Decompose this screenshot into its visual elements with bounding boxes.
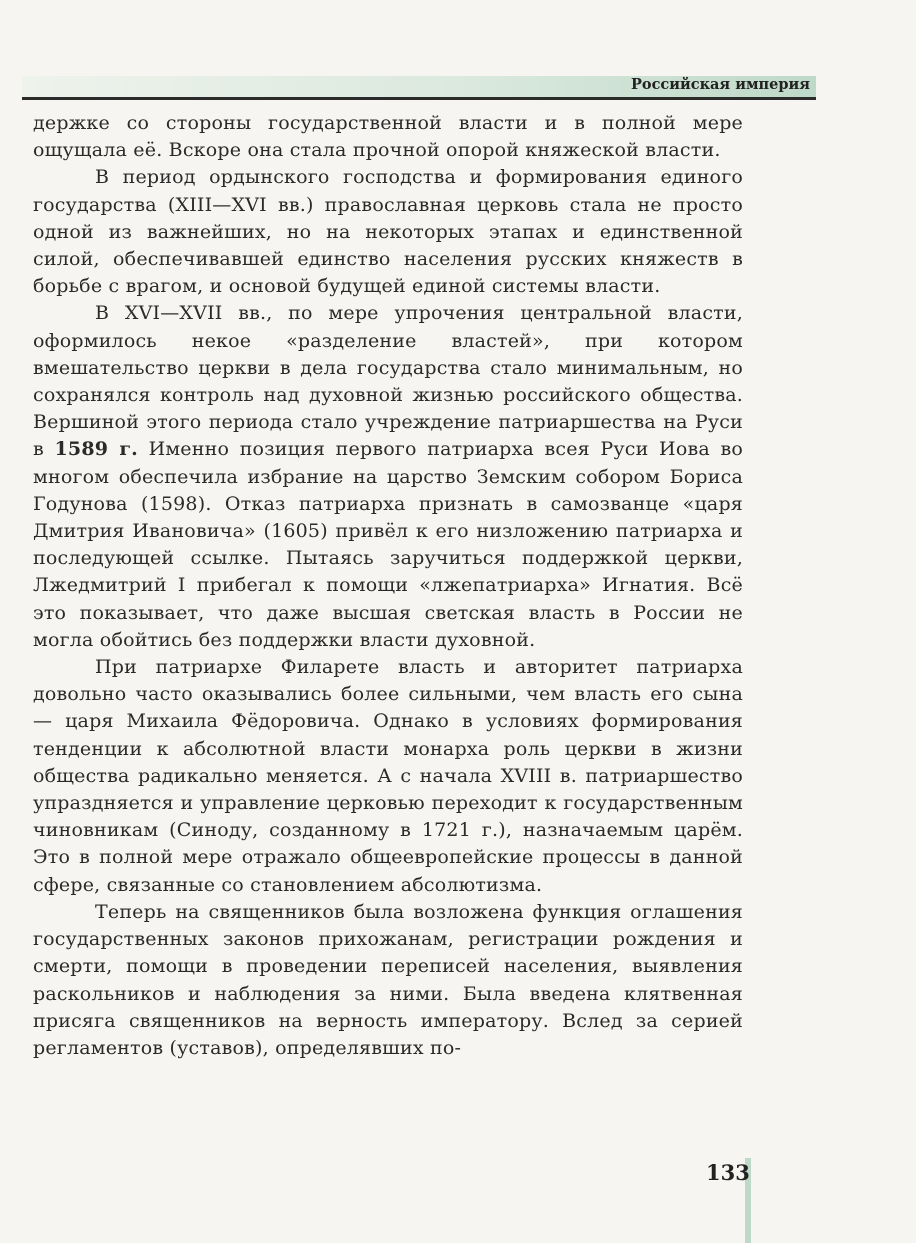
paragraph-3-part-b: Именно позиция первого патриарха всея Руси Иова во многом обеспечила избрание на царство Земским собором Бориса Годунова (1598). Отказ патриарха признать в самозванце «царя Дмитрия Ивановича» (1605) привёл к его низложению патриарха и последующей ссылке. Пытаясь заручиться поддержкой церкви, Лжедмитрий I прибегал к помощи «лжепатриарха» Игнатия. Всё это показывает, что даже высшая светская власть в России не могла обойтись без поддержки власти духовной. <box>33 438 743 651</box>
paragraph-5: Теперь на священников была возложена функция оглашения государственных законов прихожанам, регистрации рождения и смерти, помощи в проведении переписей населения, выявления раскольников и наблюдения за ними. Была введена клятвенная присяга священников на верность императору. Вслед за серией регламентов (уставов), определявших по- <box>33 900 743 1059</box>
body-text <box>33 110 743 1062</box>
header-rule <box>22 97 816 100</box>
paragraph-2: В период ордынского господства и формирования единого государства (XIII—XVI вв.) православная церковь стала не просто одной из важнейших, но на некоторых этапах и единственной силой, обеспечивавшей единство населения русских княжеств в борьбе с врагом, и основой будущей единой системы власти. <box>33 166 743 298</box>
paragraph-3 <box>33 300 743 654</box>
page-number: 133 <box>706 1160 750 1185</box>
year-1589: 1589 г. <box>54 438 138 461</box>
paragraph-4: При патриархе Филарете власть и авторитет патриарха довольно часто оказывались более сильными, чем власть его сына — царя Михаила Фёдоровича. Однако в условиях формирования тенденции к абсолютной власти монарха роль церкви в жизни общества радикально меняется. А с начала XVIII в. патриаршество упраздняется и управление церковью переходит к государственным чиновникам (Синоду, созданному в 1721 г.), назначаемым царём. Это в полной мере отражало общеевропейские процессы в данной сфере, связанные со становлением абсолютизма. <box>33 656 743 896</box>
paragraph-1: держке со стороны государственной власти и в полной мере ощущала её. Вскоре она стала прочной опорой княжеской власти. <box>33 112 743 162</box>
running-title: Российская империя <box>631 76 810 93</box>
paragraph-3-part-a: В XVI—XVII вв., по мере упрочения центральной власти, оформилось некое «разделение властей», при котором вмешательство церкви в дела государства стало минимальным, но сохранялся контроль над духовной жизнью российского общества. Вершиной этого периода стало учреждение патриаршества на Руси в <box>33 302 743 461</box>
